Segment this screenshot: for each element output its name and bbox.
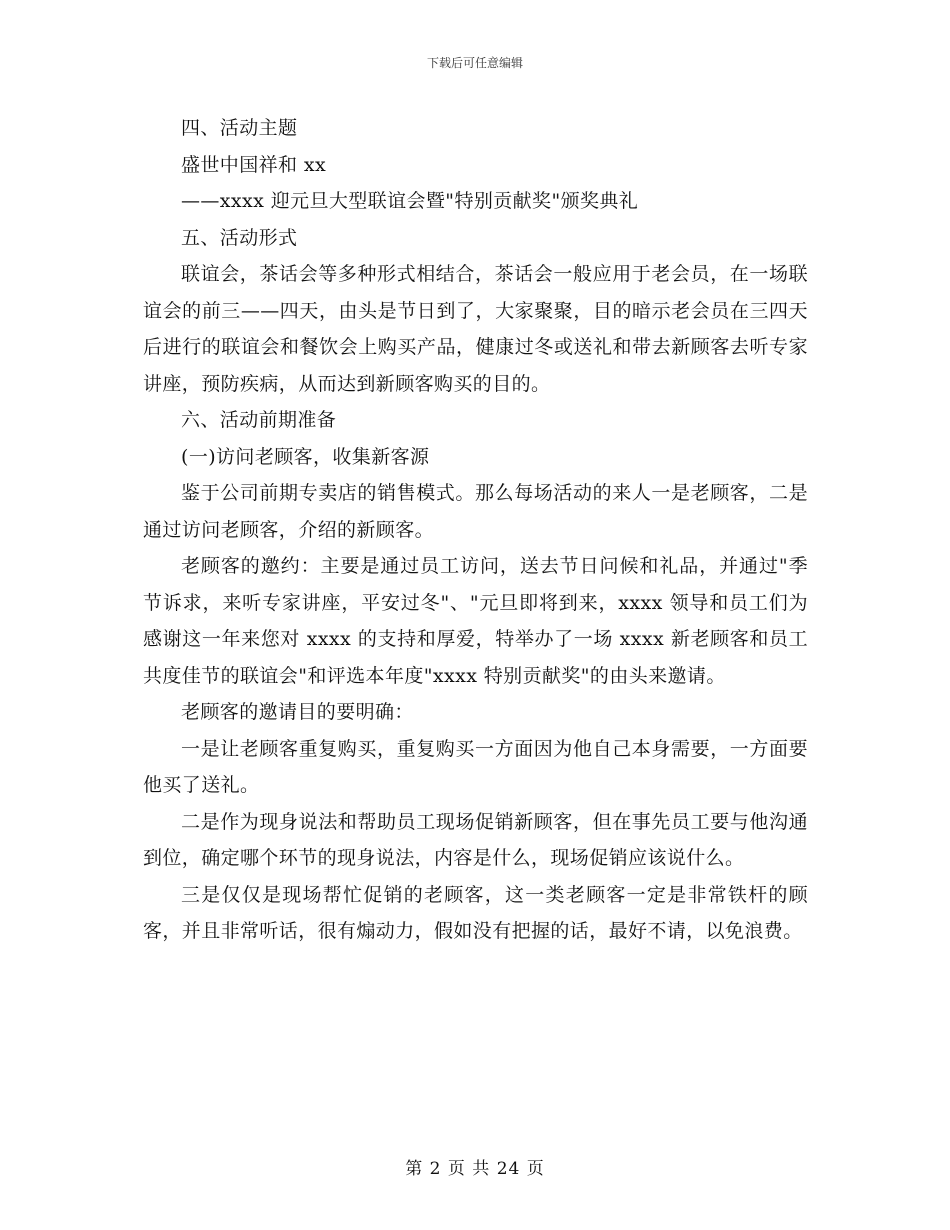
section-heading-format: 五、活动形式	[181, 226, 298, 249]
paragraph-invitation-goals: 老顾客的邀请目的要明确：	[181, 701, 414, 723]
paragraph-sales-mode: 鉴于公司前期专卖店的销售模式。那么每场活动的来人一是老顾客，二是通过访问老顾客，介绍的新顾客。	[143, 482, 808, 541]
page-body	[143, 110, 808, 950]
section-heading-theme: 四、活动主题	[181, 117, 298, 139]
section-heading-preparation: 六、活动前期准备	[181, 409, 337, 431]
theme-subtitle: ——xxxx 迎元旦大型联谊会暨"特别贡献奖"颁奖典礼	[181, 190, 639, 212]
paragraph-invitation: 老顾客的邀约：主要是通过员工访问，送去节日问候和礼品，并通过"季节诉求，来听专家讲座，平安过冬"、"元旦即将到来，xxxx 领导和员工们为感谢这一年来您对 xxxx 的支持和厚爱，特举办了一场 xxxx 新老顾客和员工共度佳节的联谊会"和评选本年度"xxxx 特别贡献奖"的由头来邀请。	[143, 555, 808, 687]
theme-title: 盛世中国祥和 xx	[181, 153, 327, 176]
paragraph-goal-two: 二是作为现身说法和帮助员工现场促销新顾客，但在事先员工要与他沟通到位，确定哪个环节的现身说法，内容是什么，现场促销应该说什么。	[143, 810, 808, 869]
paragraph-format: 联谊会，茶话会等多种形式相结合，茶话会一般应用于老会员，在一场联谊会的前三——四天，由头是节日到了，大家聚聚，目的暗示老会员在三四天后进行的联谊会和餐饮会上购买产品，健康过冬或送礼和带去新顾客去听专家讲座，预防疾病，从而达到新顾客购买的目的。	[143, 263, 808, 395]
subsection-heading-visit: (一)访问老顾客，收集新客源	[181, 445, 430, 468]
paragraph-goal-one: 一是让老顾客重复购买，重复购买一方面因为他自己本身需要，一方面要他买了送礼。	[143, 737, 808, 796]
page-header: 下载后可任意编辑	[426, 56, 523, 70]
paragraph-goal-three: 三是仅仅是现场帮忙促销的老顾客，这一类老顾客一定是非常铁杆的顾客，并且非常听话，很有煽动力，假如没有把握的话，最好不请，以免浪费。	[143, 883, 808, 942]
page-footer: 第 2 页 共 24 页	[405, 1159, 545, 1179]
